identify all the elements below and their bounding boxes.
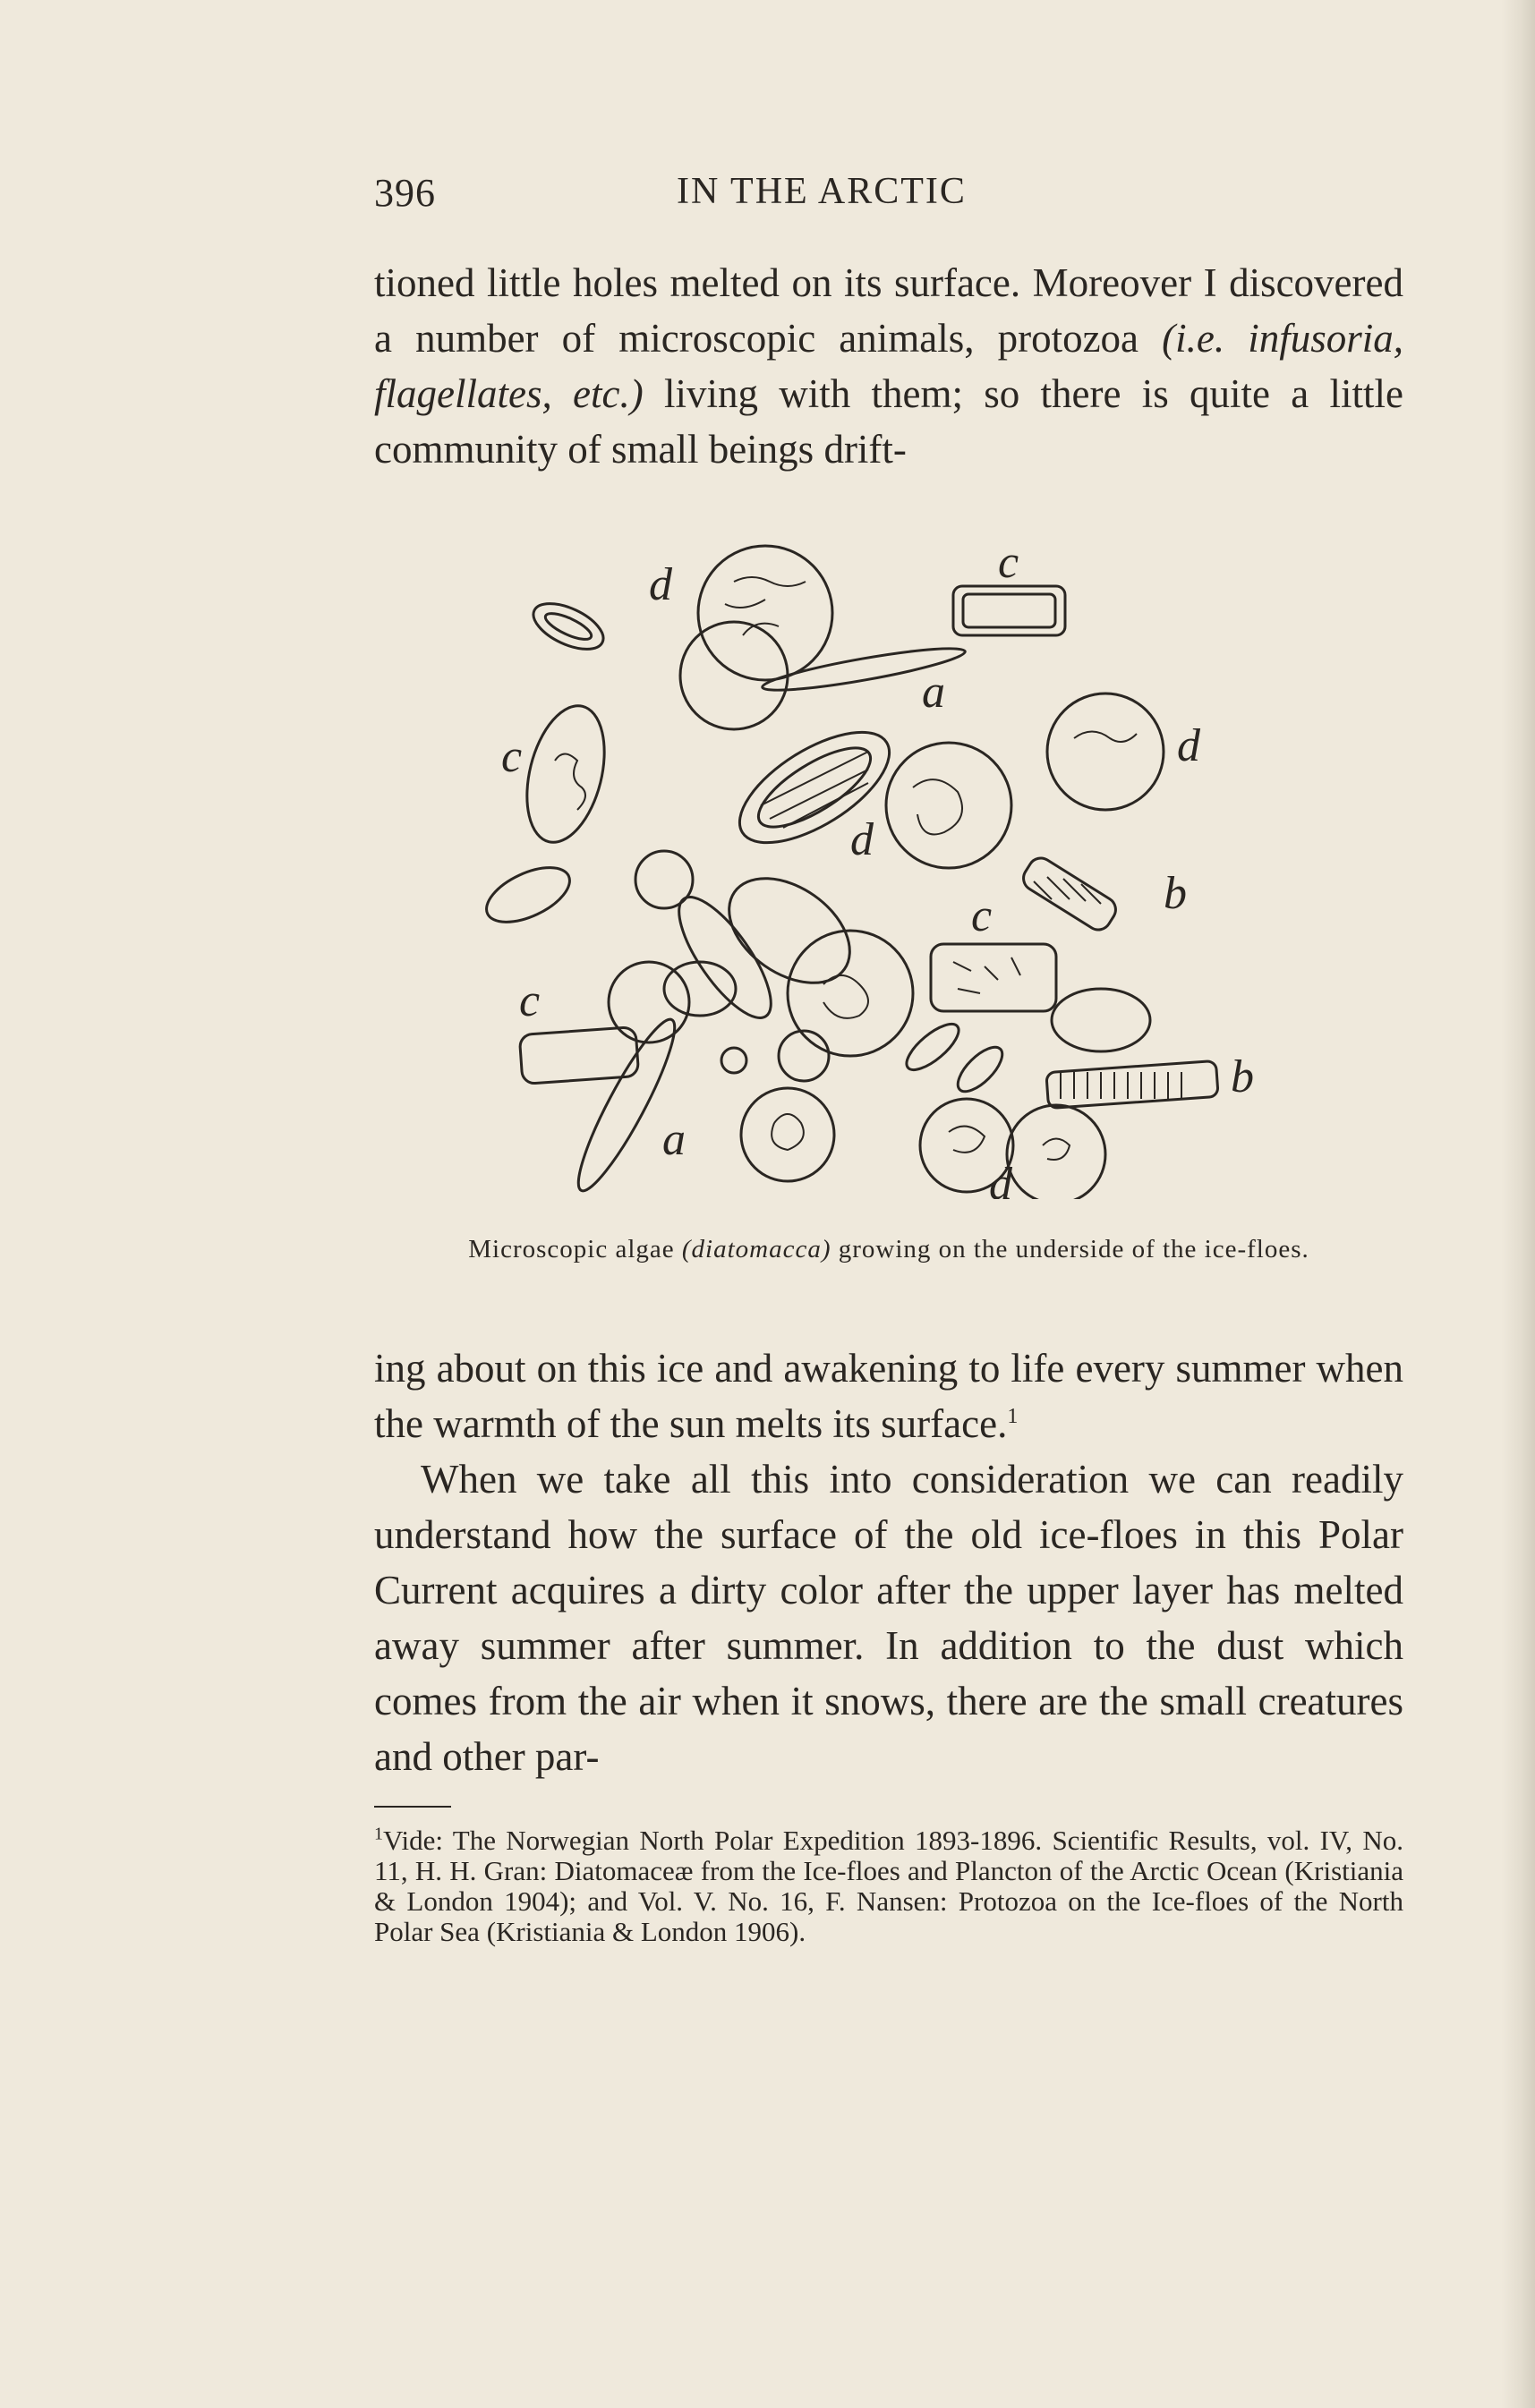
figure-label-d-4: d [989, 1159, 1012, 1199]
diatom-texture-2 [555, 754, 585, 811]
figure-label-d-3: d [850, 814, 874, 865]
caption-italic: (diatomacca) [681, 1235, 831, 1264]
footnote-marker: 1 [374, 1824, 383, 1844]
diatom-oval-left-mid [664, 962, 736, 1016]
diatom-oval-left [479, 856, 578, 933]
figure-caption [374, 1233, 1403, 1265]
figure-label-c-1: c [998, 537, 1019, 588]
diatom-texture-7 [953, 957, 1020, 993]
diatom-texture-8 [1061, 1072, 1181, 1099]
diatom-drawing [465, 537, 1325, 1199]
diatom-oval-inner [542, 608, 594, 644]
diatom-illustration [465, 537, 1325, 1199]
paragraph-1-text-a: tioned little holes melted on its surface. Moreover I discovered a number of microscopic animals, protozoa [374, 260, 1403, 361]
running-head [374, 170, 1403, 224]
paragraph-2-text: ing about on this ice and awakening to life every summer when the warmth of the sun melts its surface. [374, 1346, 1403, 1446]
diatom-oval-right [1052, 989, 1150, 1051]
figure-label-b-2: b [1231, 1051, 1254, 1102]
diatom-texture-12 [1043, 1139, 1070, 1161]
diatom-texture-6 [823, 975, 868, 1018]
caption-text-a: Microscopic algae [468, 1235, 682, 1264]
diatom-texture-1 [725, 577, 806, 635]
page-number: 396 [374, 171, 436, 215]
diatom-circle-left-mid [609, 962, 689, 1042]
diatom-rect-left [519, 1027, 639, 1085]
footnote [374, 1825, 1403, 1947]
diatom-rect-mid [931, 944, 1056, 1011]
diatom-circle-tiny [779, 1031, 829, 1081]
diatom-texture-4 [913, 779, 962, 834]
diatom-circle-bottom-right [1007, 1105, 1105, 1199]
figure-label-a-2: a [662, 1114, 686, 1165]
diatom-rect-top-inner [963, 594, 1055, 627]
diatom-small-ellipse-1 [900, 1017, 965, 1077]
paragraph-1-italic: (i.e. infusoria, flagellates, etc.) [374, 316, 1403, 416]
figure-label-d-2: d [1177, 720, 1200, 771]
diatom-circle-center [886, 743, 1011, 868]
paragraph-2 [374, 1340, 1403, 1451]
paragraph-3: When we take all this into consideration we can readily understand how the surface of the old ice-floes in this Polar Current acquires a dirty color after the upper layer has melted away summer after summer. In addition to the dust which comes from the air when it snows, there are the small creatures and other par- [374, 1457, 1403, 1779]
diatom-small-ellipse-2 [951, 1040, 1009, 1098]
diatom-band-lower [1046, 1060, 1218, 1108]
diatom-circle-right [1047, 693, 1164, 810]
footnote-rule [374, 1806, 451, 1808]
footnote-text: Vide: The Norwegian North Polar Expedition 1893-1896. Scientific Results, vol. IV, No. 11, H. H. Gran: Diatomaceæ from the Ice-floes and Plancton of the Arctic Ocean (Kristiania & London 1904); and Vol. V. No. 16, F. Nansen: Protozoa on the Ice-floes of the North Polar Sea (Kristiania & London 1906). [374, 1825, 1403, 1947]
diatom-band-upper [1019, 854, 1120, 935]
diatom-texture-5 [1074, 732, 1137, 743]
running-title: IN THE ARCTIC [677, 171, 967, 212]
page-edge-shadow [1501, 0, 1535, 2408]
figure-label-c-3: c [971, 890, 993, 941]
figure-label-c-2: c [501, 731, 523, 782]
figure-label-b-1: b [1164, 868, 1187, 919]
diatom-dot [721, 1048, 746, 1073]
diatom-texture-9 [1034, 877, 1101, 904]
diatom-circle-lower [741, 1088, 834, 1181]
diatom-texture-10 [772, 1114, 804, 1150]
figure-label-a-1: a [922, 667, 945, 718]
figure-label-c-4: c [519, 975, 541, 1026]
caption-text-b: growing on the underside of the ice-floes. [831, 1235, 1309, 1264]
footnote-reference: 1 [1007, 1405, 1019, 1428]
diatom-circle-large-top [698, 546, 832, 680]
diatom-oval-small [526, 594, 610, 659]
diatom-circle-overlap [680, 622, 788, 729]
diatom-tall-oval [514, 698, 617, 851]
paragraph-1-text-b: living with them; so there is quite a little community of small beings drift- [374, 371, 1404, 472]
diatom-needle-diagonal [566, 1011, 688, 1198]
diatom-striped-ellipse [722, 710, 907, 864]
figure-label-d-1: d [649, 559, 672, 610]
paragraph-1 [374, 255, 1403, 477]
diatom-texture-11 [949, 1127, 985, 1153]
